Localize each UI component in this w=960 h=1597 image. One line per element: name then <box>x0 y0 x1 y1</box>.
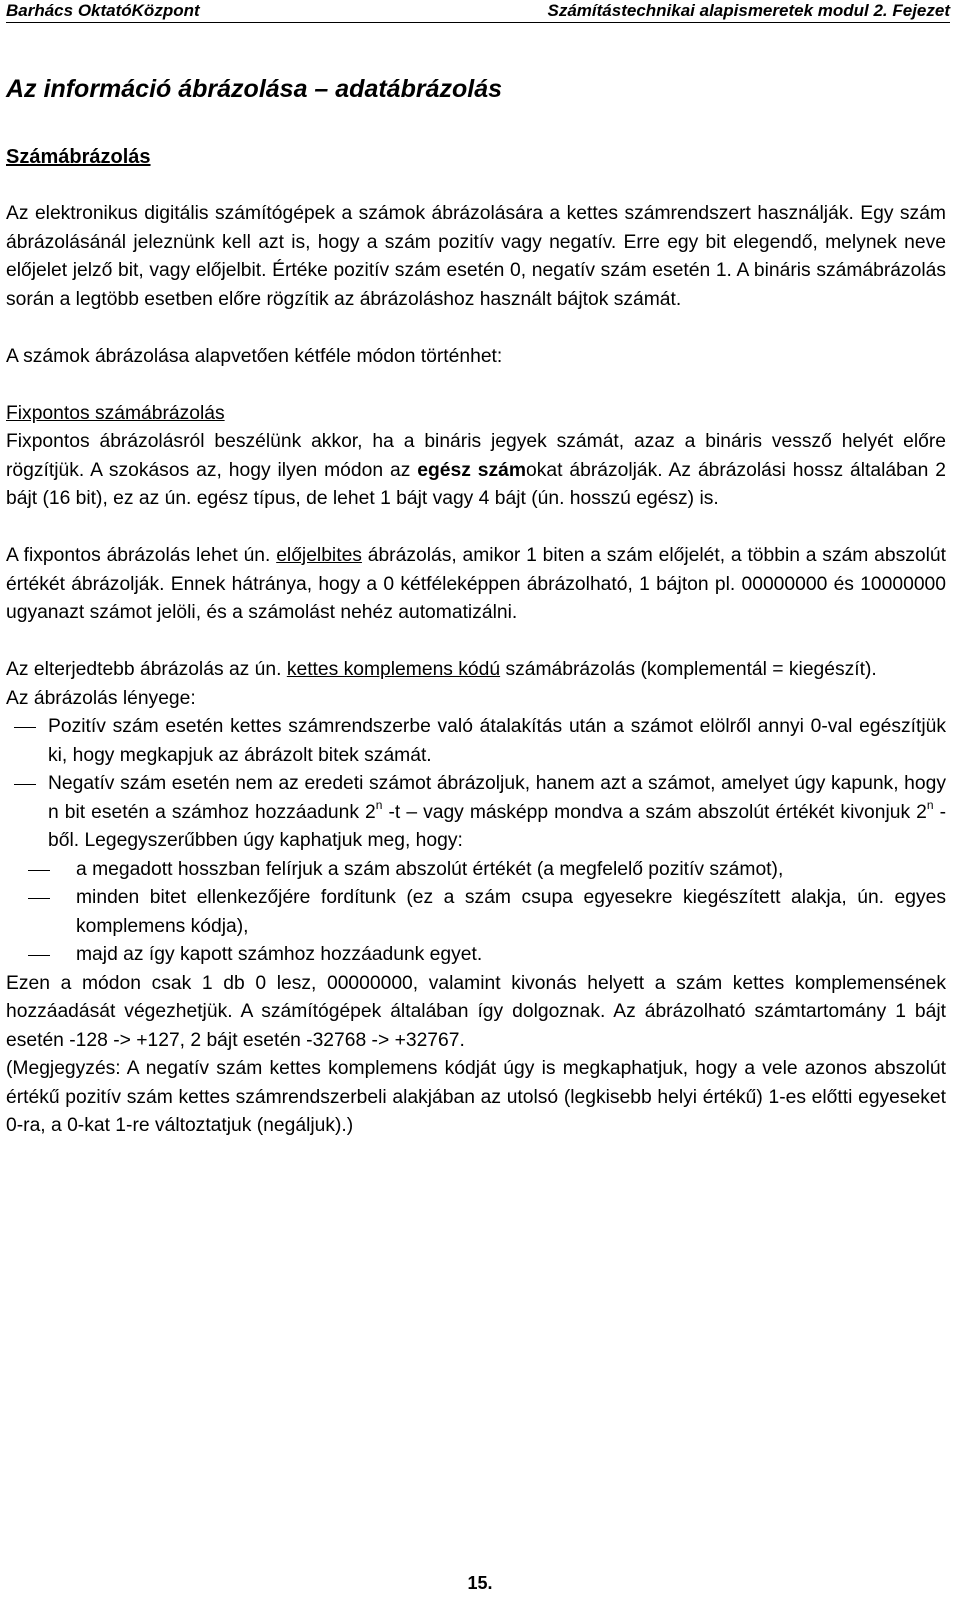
paragraph-intro: Az elektronikus digitális számítógépek a számok ábrázolására a kettes számrendszert használják. Egy szám ábrázolásánál jeleznünk kell azt is, hogy a szám pozitív vagy negatív. Erre egy bit elegendő, melynek neve előjelet jelző bit, vagy előjelbit. Értéke pozitív szám esetén 0, negatív szám esetén 1. A bináris számábrázolás során a legtöbb esetben előre rögzítik az ábrázoláshoz használt bájtok számát. <box>6 203 946 310</box>
sub-list-item: majd az így kapott számhoz hozzáadunk egyet. <box>48 941 946 970</box>
paragraph-essence: Az ábrázolás lényege: <box>6 687 196 709</box>
header-right: Számítástechnikai alapismeretek modul 2. Fejezet <box>547 1 950 20</box>
document-body <box>6 200 946 1141</box>
underlined-term: kettes komplemens kódú <box>286 659 501 680</box>
header-left: Barhács OktatóKözpont <box>6 1 200 20</box>
paragraph-note: (Megjegyzés: A negatív szám kettes komplemens kódját úgy is megkaphatjuk, hogy a vele azonos abszolút értékű pozitív szám kettes számrendszerbeli alakjában az utolsó (legkisebb helyi értékű) 1-es előtti egyeseket 0-ra, a 0-kat 1-re változtatjuk (negáljuk).) <box>6 1058 946 1136</box>
page-header <box>6 0 950 23</box>
dash-list <box>6 713 946 970</box>
paragraph-signbit: A fixpontos ábrázolás lehet ún. előjelbites ábrázolás, amikor 1 biten a szám előjelét, a többin a szám abszolút értékét ábrázolják. Ennek hátránya, hogy a 0 kétféleképpen ábrázolható, 1 bájton pl. 00000000 és 10000000 ugyanazt számot jelöli, és a számolást nehéz automatizálni. <box>6 545 946 623</box>
paragraph-methods: A számok ábrázolása alapvetően kétféle módon történhet: <box>6 345 503 367</box>
list-item: Negatív szám esetén nem az eredeti számot ábrázoljuk, hanem azt a számot, amelyet úgy kapunk, hogy n bit esetén a számhoz hozzáadunk 2$^n$ -t – vagy másképp mondva a szám abszolút értékét kivonjuk 2$^n$ -ből. Legegyszerűbben úgy kaphatjuk meg, hogy: a megadott hosszban felírjuk a szám abszolút értékét (a megfelelő pozitív számot), minden bitet ellenkezőjére fordítunk (ez a szám csupa egyesekre kiegészített alakja, ún. egyes komplemens kódja), majd az így kapott számhoz hozzáadunk egyet. <box>6 770 946 970</box>
page-title: Az információ ábrázolása – adatábrázolás <box>6 75 503 103</box>
underlined-term: előjelbites <box>276 545 362 566</box>
sub-list-item: minden bitet ellenkezőjére fordítunk (ez a szám csupa egyesekre kiegészített alakja, ún. egyes komplemens kódja), <box>48 884 946 941</box>
paragraph-fixpoint: Fixpontos ábrázolásról beszélünk akkor, ha a bináris jegyek számát, azaz a bináris vessző helyét előre rögzítjük. A szokásos az, hogy ilyen módon az egész számokat ábrázolják. Az ábrázolási hossz általában 2 bájt (16 bit), ez az ún. egész típus, de lehet 1 bájt vagy 4 bájt (ún. hosszú egész) is. <box>6 431 946 509</box>
page-number: 15. <box>467 1573 493 1593</box>
section-title: Számábrázolás <box>6 146 151 168</box>
paragraph-result: Ezen a módon csak 1 db 0 lesz, 00000000, valamint kivonás helyett a szám kettes komplemensének hozzáadását végezhetjük. A számítógépek általában így dolgoznak. Az ábrázolható számtartomány 1 bájt esetén -128 -> +127, 2 bájt esetén -32768 -> +32767. <box>6 972 946 1051</box>
bold-term: egész szám <box>417 459 527 481</box>
paragraph-twos-complement: Az elterjedtebb ábrázolás az ún. kettes komplemens kódú számábrázolás (komplementál = kiegészít). <box>6 659 877 680</box>
sub-list-item: a megadott hosszban felírjuk a szám abszolút értékét (a megfelelő pozitív számot), <box>48 856 946 885</box>
sub-list <box>48 856 946 970</box>
list-item: Pozitív szám esetén kettes számrendszerbe való átalakítás után a számot elölről annyi 0-val egészítjük ki, hogy megkapjuk az ábrázolt bitek számát. <box>6 713 946 770</box>
fixpoint-heading: Fixpontos számábrázolás <box>6 402 225 424</box>
